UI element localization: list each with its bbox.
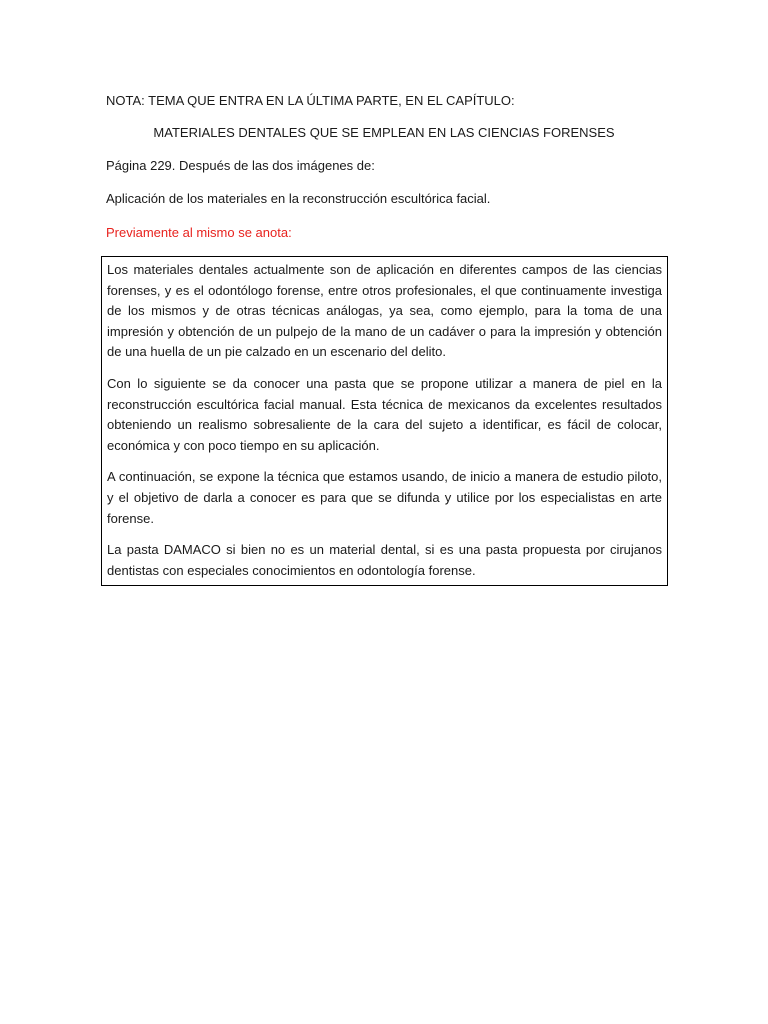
previously-noted-line: Previamente al mismo se anota: xyxy=(106,225,292,240)
box-paragraph-2: Con lo siguiente se da conocer una pasta que se propone utilizar a manera de piel en la reconstrucción escultórica facial manual. Esta técnica de mexicanos da excelentes resultados obteniendo un realismo sobresaliente de la cara del sujeto a identificar, es fácil de colocar, económica y con poco tiempo en su aplicación. xyxy=(107,375,662,453)
box-paragraph-3: A continuación, se expone la técnica que estamos usando, de inicio a manera de estudio piloto, y el objetivo de darla a conocer es para que se difunda y utilice por los especialistas en arte forense. xyxy=(107,469,662,526)
note-line: NOTA: TEMA QUE ENTRA EN LA ÚLTIMA PARTE, EN EL CAPÍTULO: xyxy=(106,93,515,108)
box-paragraph-4: La pasta DAMACO si bien no es un material dental, si es una pasta propuesta por cirujanos dentistas con especiales conocimientos en odontología forense. xyxy=(107,542,662,578)
chapter-title: MATERIALES DENTALES QUE SE EMPLEAN EN LAS CIENCIAS FORENSES xyxy=(153,125,615,140)
box-paragraph-1: Los materiales dentales actualmente son de aplicación en diferentes campos de las ciencias forenses, y es el odontólogo forense, entre otros profesionales, el que continuamente investiga de los mismos y de otras técnicas análogas, ya sea, como ejemplo, para la toma de una impresión y obtención de un pulpejo de la mano de un cadáver o para la impresión y obtención de una huella de un pie calzado en un escenario del delito. xyxy=(107,262,662,360)
boxed-text xyxy=(101,256,668,586)
page-reference: Página 229. Después de las dos imágenes de: xyxy=(106,158,375,173)
application-line: Aplicación de los materiales en la reconstrucción escultórica facial. xyxy=(106,191,491,206)
